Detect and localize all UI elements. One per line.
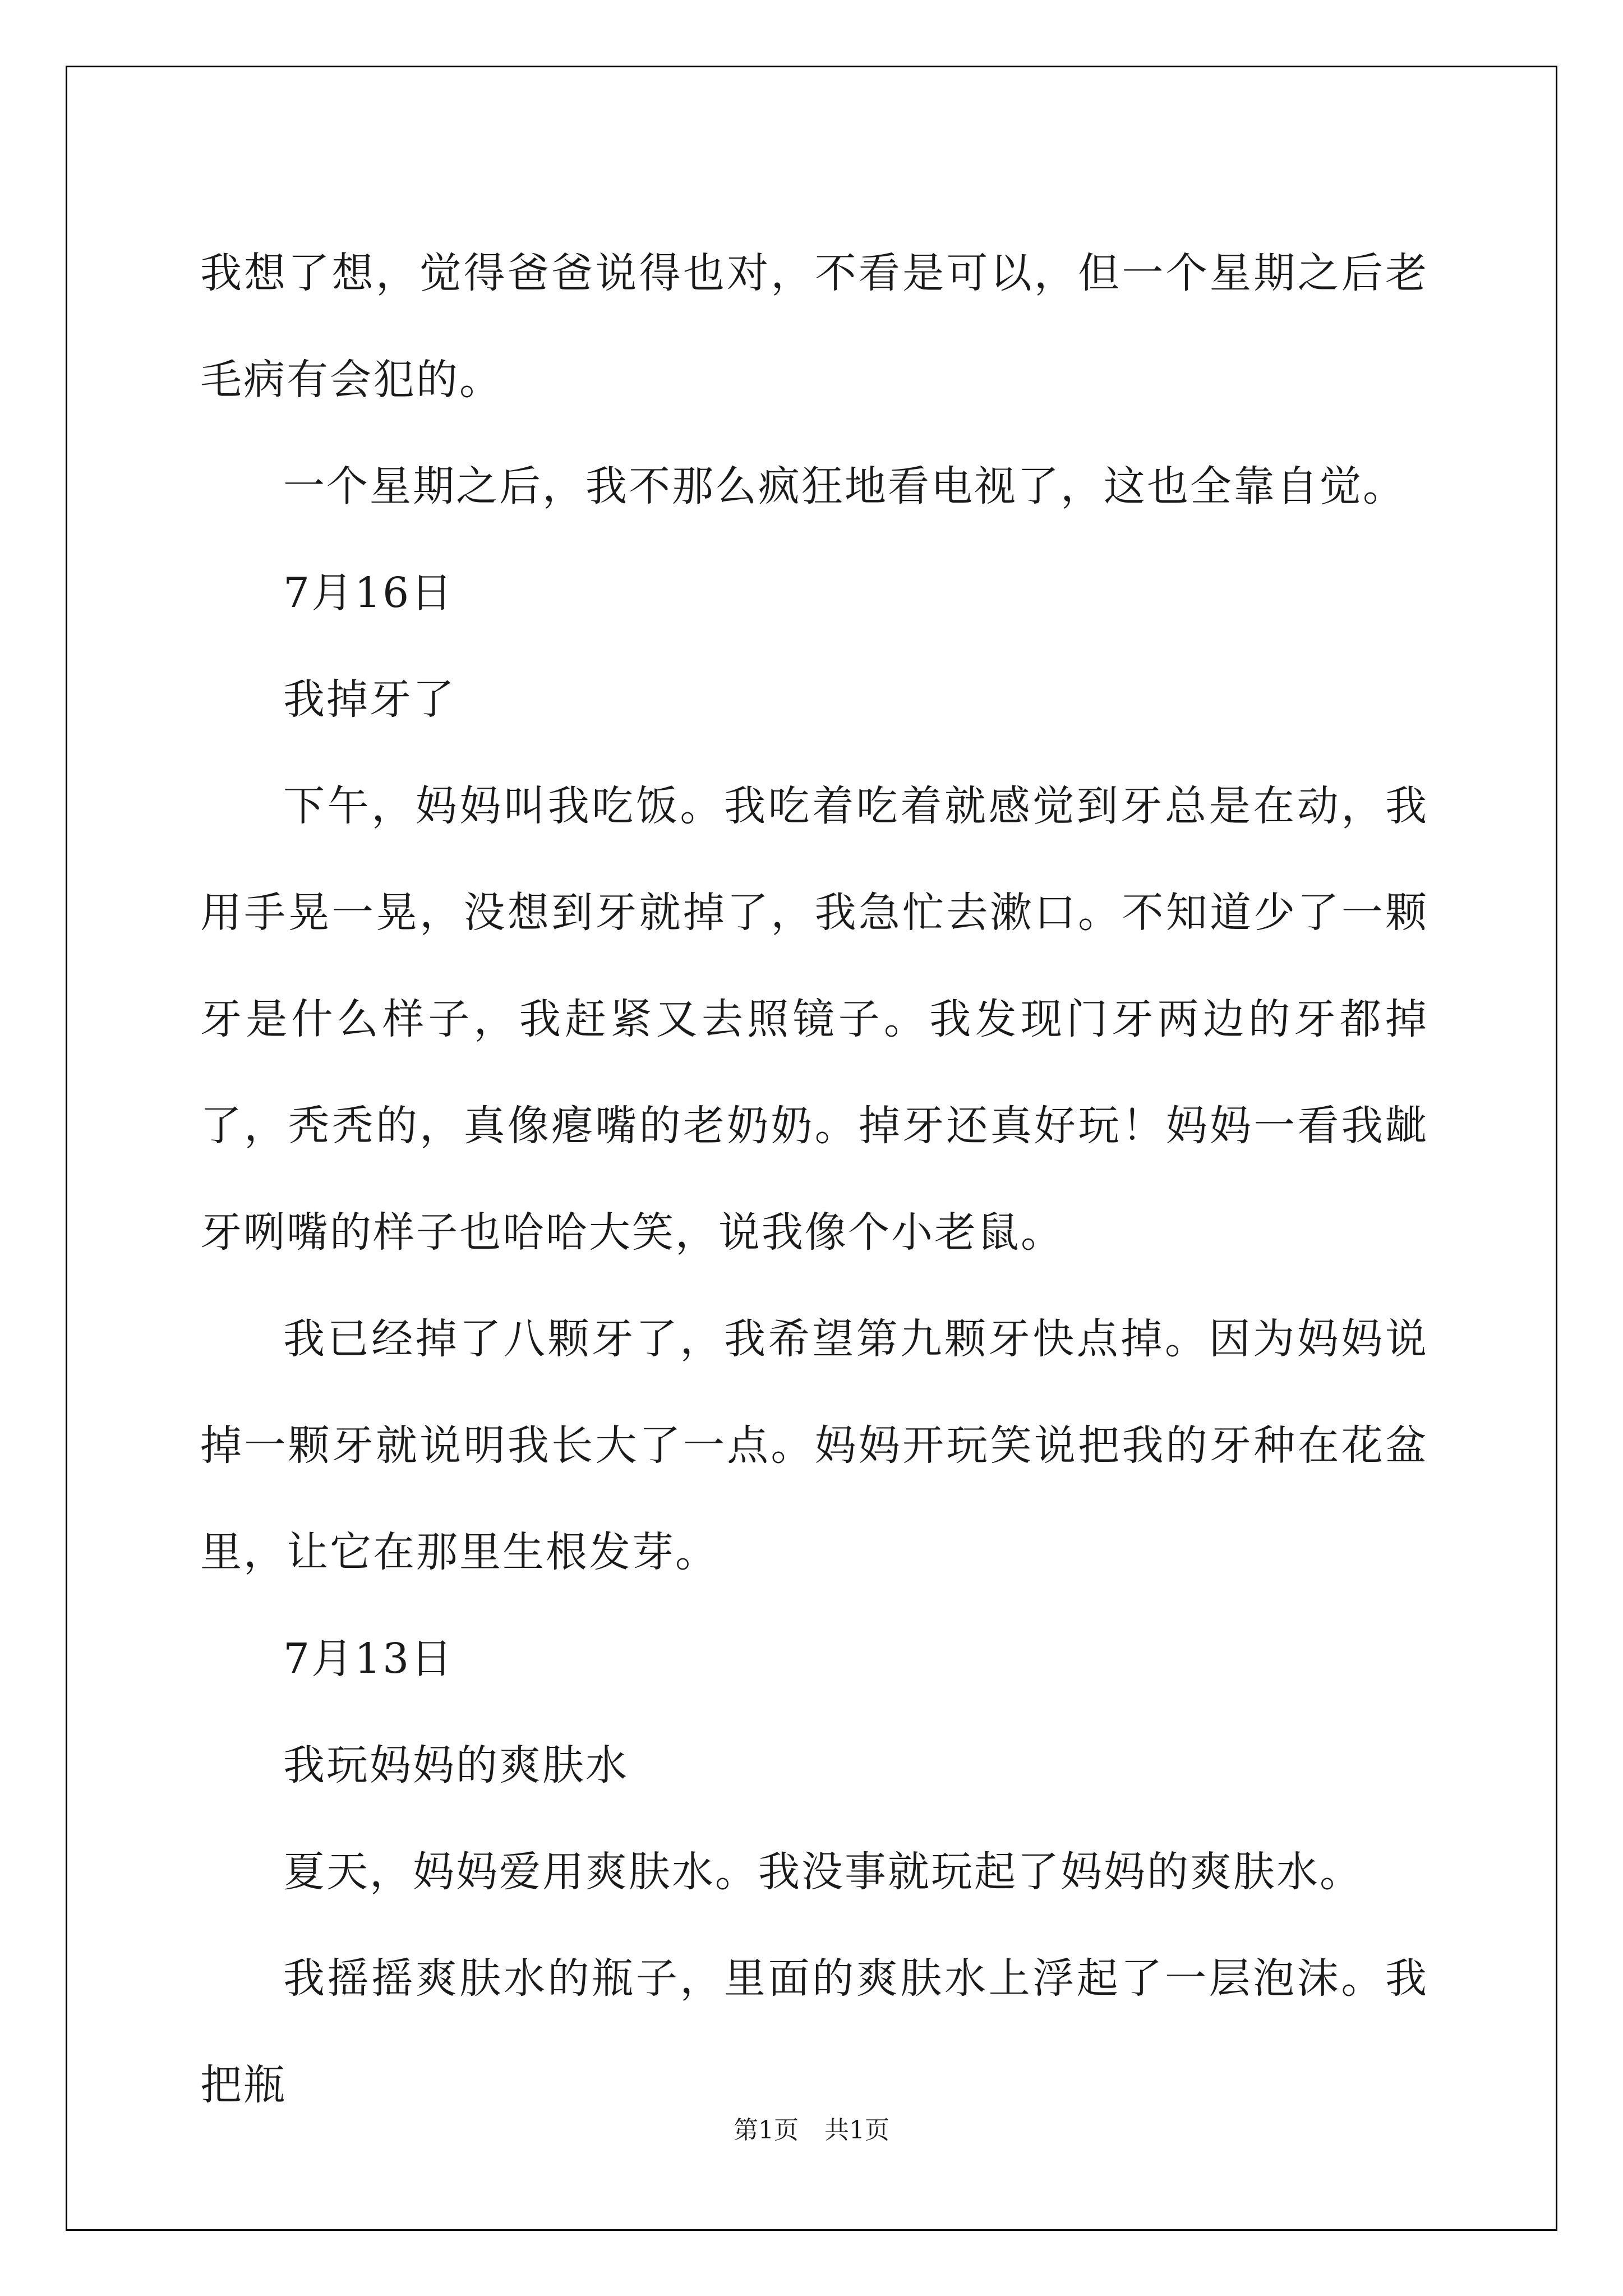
page-number: 第1页 bbox=[734, 2116, 799, 2145]
page-footer bbox=[0, 2114, 1623, 2147]
paragraph-4: 我已经掉了八颗牙了，我希望第九颗牙快点掉。因为妈妈说掉一颗牙就说明我长大了一点。妈妈开玩笑说把我的牙种在花盆里，让它在那里生根发芽。 bbox=[200, 1315, 1428, 1576]
entry-title-1: 我掉牙了 bbox=[283, 675, 456, 724]
entry-title-2: 我玩妈妈的爽肤水 bbox=[283, 1741, 629, 1789]
page-total: 共1页 bbox=[824, 2116, 889, 2145]
paragraph-5: 夏天，妈妈爱用爽肤水。我没事就玩起了妈妈的爽肤水。 bbox=[283, 1848, 1363, 1896]
date-heading-1: 7月16日 bbox=[283, 569, 454, 617]
paragraph-3: 下午，妈妈叫我吃饭。我吃着吃着就感觉到牙总是在动，我用手晃一晃，没想到牙就掉了，我急忙去漱口。不知道少了一颗牙是什么样子，我赶紧又去照镜子。我发现门牙两边的牙都掉了，秃秃的，真像瘪嘴的老奶奶。掉牙还真好玩！妈妈一看我龇牙咧嘴的样子也哈哈大笑，说我像个小老鼠。 bbox=[200, 782, 1428, 1257]
document-body bbox=[200, 220, 1428, 2138]
date-heading-2: 7月13日 bbox=[283, 1635, 454, 1683]
paragraph-6: 我摇摇爽肤水的瓶子，里面的爽肤水上浮起了一层泡沫。我把瓶 bbox=[200, 1954, 1428, 2109]
paragraph-1: 我想了想，觉得爸爸说得也对，不看是可以，但一个星期之后老毛病有会犯的。 bbox=[200, 249, 1428, 404]
paragraph-2: 一个星期之后，我不那么疯狂地看电视了，这也全靠自觉。 bbox=[283, 462, 1406, 510]
